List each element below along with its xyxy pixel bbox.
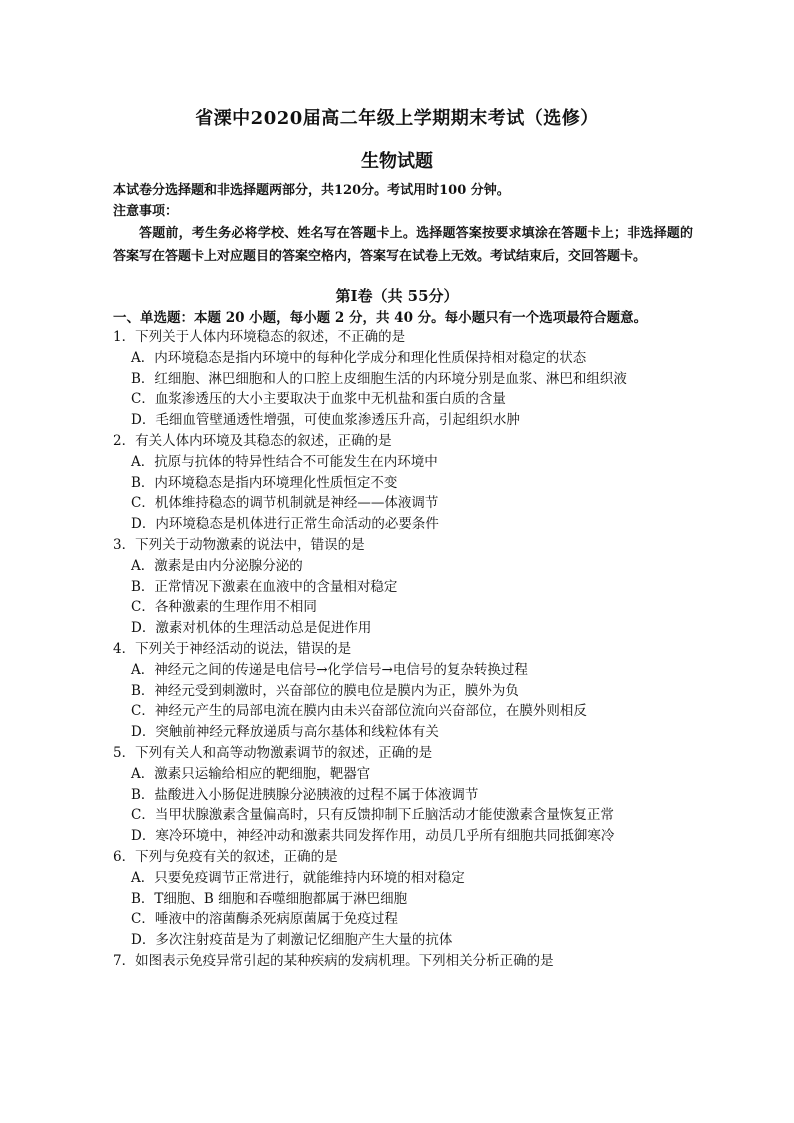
question-option: C．当甲状腺激素含量偏高时，只有反馈抑制下丘脑活动才能使激素含量恢复正常 bbox=[131, 807, 614, 824]
page-title: 省溧中2020届高二年级上学期期末考试（选修） bbox=[195, 108, 599, 129]
question-option: D．多次注射疫苗是为了刺激记忆细胞产生大量的抗体 bbox=[131, 932, 453, 949]
question-7 bbox=[113, 951, 703, 972]
question-stem: 5．下列有关人和高等动物激素调节的叙述，正确的是 bbox=[113, 744, 433, 761]
notice-label: 注意事项： bbox=[113, 204, 179, 219]
question-option: D．突触前神经元释放递质与高尔基体和线粒体有关 bbox=[131, 724, 439, 741]
question-3 bbox=[113, 535, 703, 639]
question-option: B．正常情况下激素在血液中的含量相对稳定 bbox=[131, 578, 398, 595]
question-5 bbox=[113, 743, 703, 847]
question-stem: 6．下列与免疫有关的叙述，正确的是 bbox=[113, 848, 338, 865]
question-option: A．激素是由内分泌腺分泌的 bbox=[131, 557, 303, 574]
question-option: B．盐酸进入小肠促进胰腺分泌胰液的过程不属于体液调节 bbox=[131, 786, 479, 803]
question-2 bbox=[113, 431, 703, 535]
section-heading: 一、单选题：本题 20 小题，每小题 2 分，共 40 分。每小题只有一个选项最符合题意。 bbox=[113, 310, 648, 326]
question-option: D．内环境稳态是机体进行正常生命活动的必要条件 bbox=[131, 516, 439, 533]
question-option: A．内环境稳态是指内环境中的每种化学成分和理化性质保持相对稳定的状态 bbox=[131, 349, 587, 366]
question-option: C．机体维持稳态的调节机制就是神经——体液调节 bbox=[131, 495, 439, 512]
question-option: A．抗原与抗体的特异性结合不可能发生在内环境中 bbox=[131, 453, 438, 470]
question-stem: 4．下列关于神经活动的说法，错误的是 bbox=[113, 640, 352, 657]
question-6 bbox=[113, 847, 703, 951]
question-option: C．神经元产生的局部电流在膜内由未兴奋部位流向兴奋部位，在膜外则相反 bbox=[131, 703, 587, 720]
question-list bbox=[113, 327, 703, 972]
question-option: A．神经元之间的传递是电信号→化学信号→电信号的复杂转换过程 bbox=[131, 661, 528, 678]
question-stem: 2．有关人体内环境及其稳态的叙述，正确的是 bbox=[113, 432, 392, 449]
question-4 bbox=[113, 639, 703, 743]
question-stem: 1．下列关于人体内环境稳态的叙述，不正确的是 bbox=[113, 329, 406, 345]
question-stem: 3．下列关于动物激素的说法中，错误的是 bbox=[113, 536, 365, 553]
notice-body: 答题前，考生务必将学校、姓名写在答题卡上。选择题答案按要求填涂在答题卡上；非选择题的答案写在答题卡上对应题目的答案空格内，答案写在试卷上无效。考试结束后，交回答题卡。 bbox=[113, 226, 693, 264]
question-option: B．内环境稳态是指内环境理化性质恒定不变 bbox=[131, 474, 398, 491]
question-option: C．血浆渗透压的大小主要取决于血浆中无机盐和蛋白质的含量 bbox=[131, 391, 506, 408]
question-option: A．激素只运输给相应的靶细胞，靶器官 bbox=[131, 765, 371, 782]
question-option: D．毛细血管壁通透性增强，可使血浆渗透压升高，引起组织水肿 bbox=[131, 412, 520, 429]
question-1 bbox=[113, 327, 703, 431]
question-option: D．寒冷环境中，神经冲动和激素共同发挥作用，动员几乎所有细胞共同抵御寒冷 bbox=[131, 828, 615, 845]
question-option: B．神经元受到刺激时，兴奋部位的膜电位是膜内为正，膜外为负 bbox=[131, 682, 519, 699]
question-stem: 7．如图表示免疫异常引起的某种疾病的发病机理。下列相关分析正确的是 bbox=[113, 952, 554, 969]
question-option: A．只要免疫调节正常进行，就能维持内环境的相对稳定 bbox=[131, 869, 465, 886]
page-subtitle: 生物试题 bbox=[361, 151, 433, 172]
question-option: B．T细胞、B 细胞和吞噬细胞都属于淋巴细胞 bbox=[131, 890, 408, 907]
part-title: 第Ⅰ卷（共 55分） bbox=[335, 287, 459, 305]
question-option: B．红细胞、淋巴细胞和人的口腔上皮细胞生活的内环境分别是血浆、淋巴和组织液 bbox=[131, 370, 627, 387]
question-option: C．各种激素的生理作用不相同 bbox=[131, 599, 317, 616]
question-option: C．唾液中的溶菌酶杀死病原菌属于免疫过程 bbox=[131, 911, 398, 928]
question-option: D．激素对机体的生理活动总是促进作用 bbox=[131, 620, 372, 637]
exam-intro: 本试卷分选择题和非选择题两部分，共120分。考试用时100 分钟。 bbox=[113, 183, 510, 198]
